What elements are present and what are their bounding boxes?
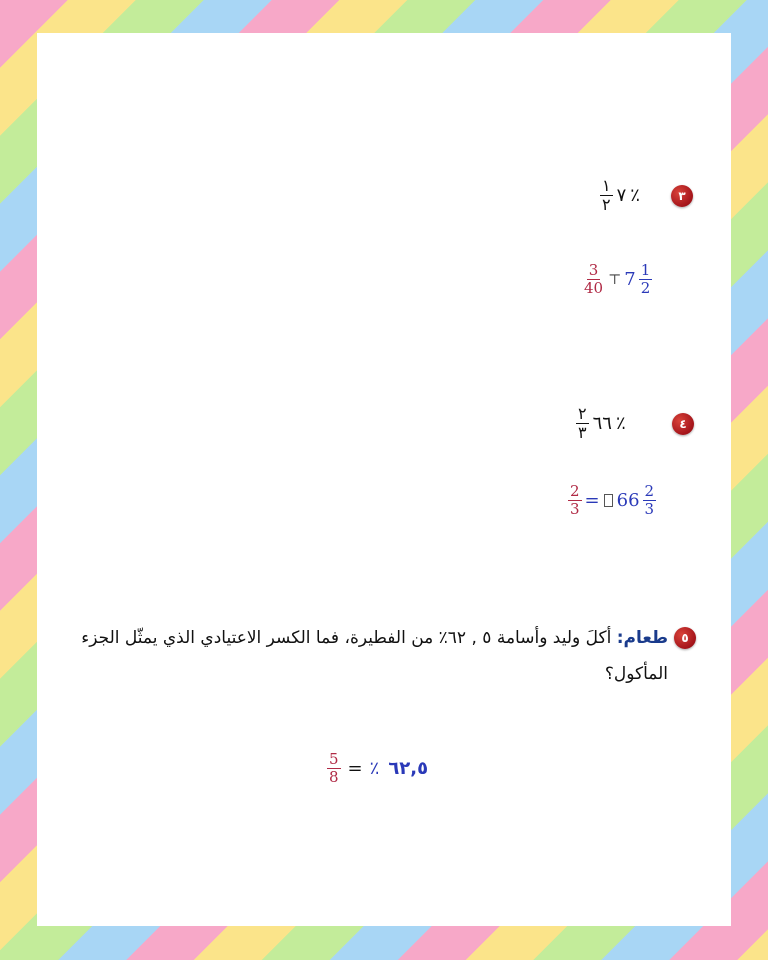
question-5-badge [674,627,696,649]
question-3-answer [582,263,652,296]
question-3-percent [600,178,640,213]
question-3-number: ٣ [678,189,686,203]
answer-4-mixed-fraction: $\frac{2}{3}$ [644,482,655,518]
answer-3-glyph: ⊤ [608,271,622,288]
question-4-fraction: $\frac{٢}{٣}$ [578,404,587,442]
question-4-whole: ٦٦ [592,413,612,434]
answer-5-value: ٦٢,٥ [388,758,429,779]
question-5-body: أكلَ وليد وأسامة ٥ , ٦٢٪ من الفطيرة، فما الكسر الاعتيادي الذي يمثّل الجزء المأكول؟ [81,628,668,684]
question-5-number: ٥ [681,631,689,645]
answer-5-fraction: $\frac{5}{8}$ [329,750,339,786]
answer-4-fraction: $\frac{2}{3}$ [570,482,580,518]
question-5-answer [327,752,428,785]
worksheet-page [37,33,731,926]
answer-3-whole: 7 [624,269,636,290]
question-5-label: طعام: [616,628,668,648]
answer-5-percent-sign: ٪ [369,758,380,779]
box-glyph-icon [604,494,613,507]
answer-3-fraction: $\frac{3}{40}$ [584,261,604,297]
answer-5-equals: = [347,758,363,779]
percent-sign: ٪ [630,185,640,206]
question-4-number: ٤ [679,417,687,431]
answer-4-equals: = [584,490,600,511]
question-3-fraction: $\frac{١}{٢}$ [602,176,611,214]
question-3-badge [671,185,693,207]
percent-sign: ٪ [615,413,626,434]
question-4-badge [672,413,694,435]
answer-3-mixed-fraction: $\frac{1}{2}$ [640,261,651,297]
question-4-answer [568,484,656,517]
answer-4-whole: 66 [616,490,640,511]
question-4-percent [576,406,626,441]
question-3-whole: ٧ [616,185,627,206]
question-5-text [50,620,668,692]
